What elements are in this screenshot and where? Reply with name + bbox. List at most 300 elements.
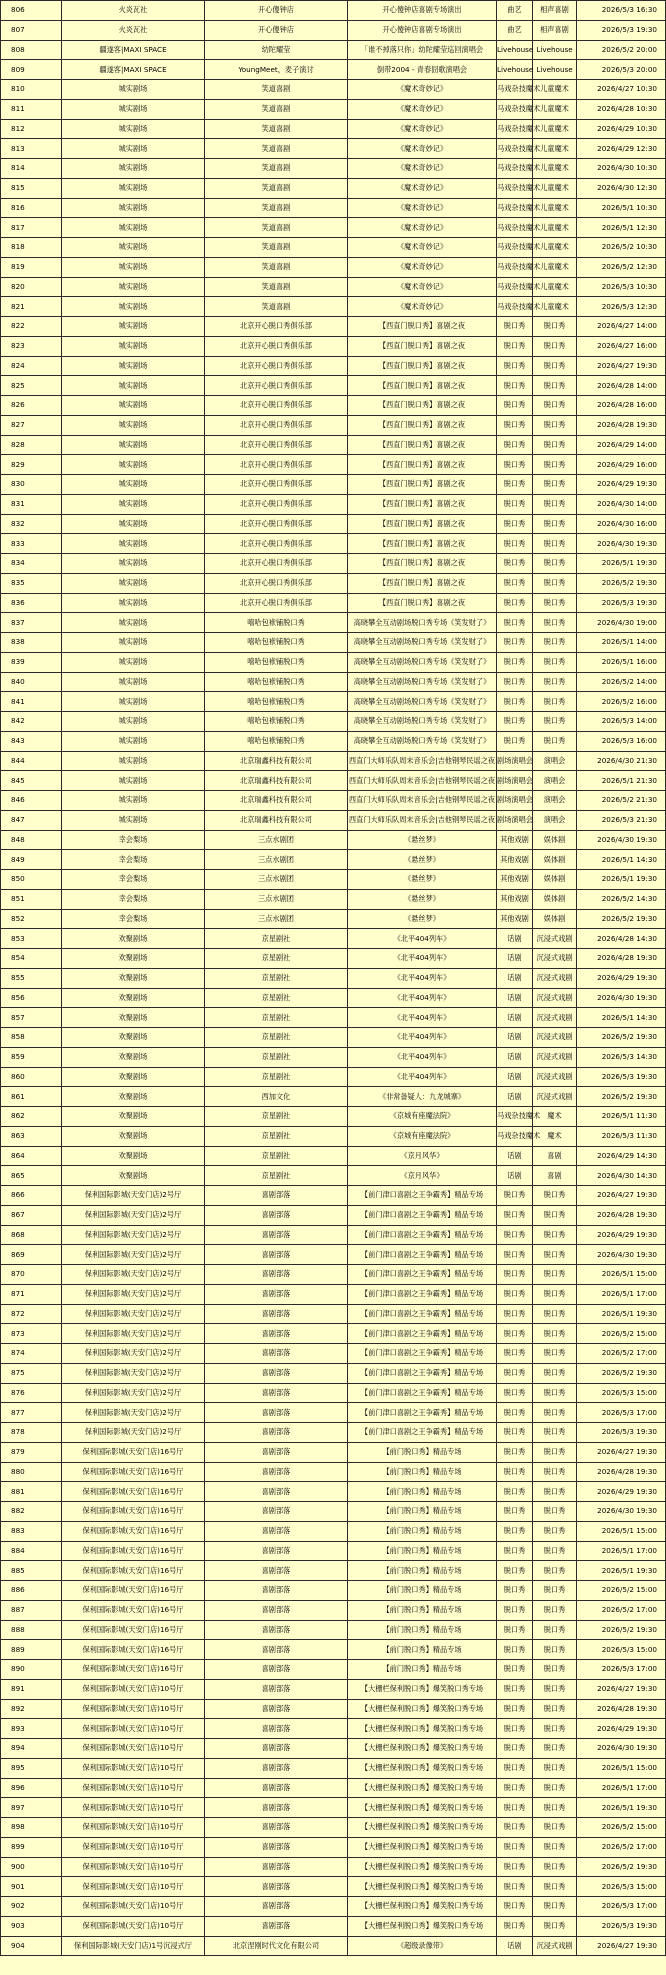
- subcategory-cell: 脱口秀: [533, 1205, 577, 1225]
- category-cell: 脱口秀: [497, 1442, 533, 1462]
- category-cell: 脱口秀: [497, 1600, 533, 1620]
- subcategory-cell: 脱口秀: [533, 1245, 577, 1265]
- organizer-cell: 喜剧部落: [205, 1640, 348, 1660]
- showtime-cell: 2026/5/1 17:00: [577, 1284, 666, 1304]
- subcategory-cell: 儿童魔术: [533, 218, 577, 238]
- showtime-cell: 2026/5/1 19:30: [577, 554, 666, 574]
- showtime-cell: 2026/5/1 21:30: [577, 771, 666, 791]
- show-title-cell: 《非常备疑人：九龙城寨》: [348, 1087, 497, 1107]
- category-cell: 脱口秀: [497, 1916, 533, 1936]
- organizer-cell: 喜剧部落: [205, 1521, 348, 1541]
- row-number-cell: 900: [1, 1857, 62, 1877]
- row-number-cell: 899: [1, 1837, 62, 1857]
- table-row: [1, 1561, 666, 1581]
- organizer-cell: 京星剧社: [205, 1008, 348, 1028]
- show-title-cell: 《魔术奇妙记》: [348, 277, 497, 297]
- venue-cell: 幸会梨场: [62, 830, 205, 850]
- row-number-cell: 840: [1, 672, 62, 692]
- showtime-cell: 2026/5/2 14:30: [577, 889, 666, 909]
- show-title-cell: 《悬丝梦》: [348, 870, 497, 890]
- table-row: [1, 850, 666, 870]
- showtime-cell: 2026/5/3 19:30: [577, 1423, 666, 1443]
- row-number-cell: 844: [1, 751, 62, 771]
- category-cell: 话剧: [497, 1166, 533, 1186]
- organizer-cell: 北京开心脱口秀俱乐部: [205, 534, 348, 554]
- row-number-cell: 868: [1, 1225, 62, 1245]
- showtime-cell: 2026/5/2 15:00: [577, 1818, 666, 1838]
- showtime-cell: 2026/5/1 12:30: [577, 218, 666, 238]
- venue-cell: 城实剧场: [62, 257, 205, 277]
- subcategory-cell: 脱口秀: [533, 633, 577, 653]
- show-title-cell: 【大栅栏保利脱口秀】爆笑脱口秀专场: [348, 1837, 497, 1857]
- category-cell: 脱口秀: [497, 573, 533, 593]
- venue-cell: 城实剧场: [62, 731, 205, 751]
- row-number-cell: 904: [1, 1936, 62, 1956]
- venue-cell: 保利国际影城(天安门店)16号厅: [62, 1502, 205, 1522]
- row-number-cell: 878: [1, 1423, 62, 1443]
- organizer-cell: 京星剧社: [205, 1107, 348, 1127]
- showtime-cell: 2026/5/2 12:30: [577, 257, 666, 277]
- category-cell: 脱口秀: [497, 672, 533, 692]
- showtime-cell: 2026/4/28 14:00: [577, 376, 666, 396]
- category-cell: 话剧: [497, 949, 533, 969]
- table-row: [1, 1936, 666, 1956]
- table-row: [1, 554, 666, 574]
- subcategory-cell: 脱口秀: [533, 1561, 577, 1581]
- category-cell: 脱口秀: [497, 1561, 533, 1581]
- showtime-cell: 2026/5/3 16:00: [577, 731, 666, 751]
- organizer-cell: 三点水剧团: [205, 870, 348, 890]
- table-row: [1, 1620, 666, 1640]
- show-title-cell: 《京城有座魔法院》: [348, 1126, 497, 1146]
- organizer-cell: 嘻哈包袱铺脱口秀: [205, 672, 348, 692]
- table-row: [1, 277, 666, 297]
- show-title-cell: 【前门津口喜剧之王争霸秀】精品专场: [348, 1324, 497, 1344]
- table-row: [1, 1660, 666, 1680]
- table-row: [1, 1699, 666, 1719]
- category-cell: 曲艺: [497, 20, 533, 40]
- showtime-cell: 2026/4/28 10:30: [577, 99, 666, 119]
- organizer-cell: 嘻哈包袱铺脱口秀: [205, 633, 348, 653]
- table-row: [1, 1521, 666, 1541]
- subcategory-cell: 脱口秀: [533, 1304, 577, 1324]
- venue-cell: 城实剧场: [62, 336, 205, 356]
- venue-cell: 保利国际影城(天安门店)16号厅: [62, 1620, 205, 1640]
- venue-cell: 保利国际影城(天安门店)10号厅: [62, 1857, 205, 1877]
- venue-cell: 城实剧场: [62, 238, 205, 258]
- organizer-cell: 喜剧部落: [205, 1245, 348, 1265]
- table-row: [1, 1304, 666, 1324]
- venue-cell: 保利国际影城(天安门店)10号厅: [62, 1818, 205, 1838]
- organizer-cell: 喜剧部落: [205, 1363, 348, 1383]
- organizer-cell: 喜剧部落: [205, 1818, 348, 1838]
- subcategory-cell: 沉浸式戏剧: [533, 949, 577, 969]
- table-row: [1, 1916, 666, 1936]
- table-row: [1, 1047, 666, 1067]
- table-row: [1, 751, 666, 771]
- row-number-cell: 862: [1, 1107, 62, 1127]
- show-title-cell: 《悬丝梦》: [348, 909, 497, 929]
- category-cell: 话剧: [497, 1087, 533, 1107]
- organizer-cell: 北京瑞鑫科技有限公司: [205, 771, 348, 791]
- table-row: [1, 1383, 666, 1403]
- showtime-cell: 2026/5/1 15:00: [577, 1521, 666, 1541]
- show-title-cell: 【大栅栏保利脱口秀】爆笑脱口秀专场: [348, 1897, 497, 1917]
- subcategory-cell: 沉浸式戏剧: [533, 988, 577, 1008]
- organizer-cell: 笑道喜剧: [205, 159, 348, 179]
- row-number-cell: 858: [1, 1028, 62, 1048]
- row-number-cell: 843: [1, 731, 62, 751]
- show-title-cell: 【大栅栏保利脱口秀】爆笑脱口秀专场: [348, 1679, 497, 1699]
- category-cell: 脱口秀: [497, 1877, 533, 1897]
- table-row: [1, 99, 666, 119]
- subcategory-cell: 脱口秀: [533, 534, 577, 554]
- show-title-cell: 「谁不掉落只你」幼陀耀莹巡回演唱会: [348, 40, 497, 60]
- subcategory-cell: 儿童魔术: [533, 80, 577, 100]
- subcategory-cell: 娱体剧: [533, 889, 577, 909]
- category-cell: 话剧: [497, 929, 533, 949]
- venue-cell: 城实剧场: [62, 692, 205, 712]
- venue-cell: 欢聚剧场: [62, 1126, 205, 1146]
- row-number-cell: 896: [1, 1778, 62, 1798]
- venue-cell: 保利国际影城(天安门店)16号厅: [62, 1521, 205, 1541]
- venue-cell: 保利国际影城(天安门店)10号厅: [62, 1877, 205, 1897]
- category-cell: 脱口秀: [497, 1502, 533, 1522]
- organizer-cell: 喜剧部落: [205, 1265, 348, 1285]
- showtime-cell: 2026/4/30 14:00: [577, 494, 666, 514]
- category-cell: 脱口秀: [497, 1581, 533, 1601]
- row-number-cell: 872: [1, 1304, 62, 1324]
- row-number-cell: 864: [1, 1146, 62, 1166]
- showtime-cell: 2026/5/3 19:30: [577, 20, 666, 40]
- venue-cell: 城实剧场: [62, 475, 205, 495]
- row-number-cell: 890: [1, 1660, 62, 1680]
- show-title-cell: 倒带2004 - 青春囧歌演唱会: [348, 60, 497, 80]
- row-number-cell: 856: [1, 988, 62, 1008]
- showtime-cell: 2026/5/2 19:30: [577, 1857, 666, 1877]
- subcategory-cell: 脱口秀: [533, 1541, 577, 1561]
- subcategory-cell: 脱口秀: [533, 317, 577, 337]
- subcategory-cell: 相声喜剧: [533, 20, 577, 40]
- venue-cell: 保利国际影城(天安门店)10号厅: [62, 1679, 205, 1699]
- table-row: [1, 1640, 666, 1660]
- table-row: [1, 810, 666, 830]
- subcategory-cell: 脱口秀: [533, 1620, 577, 1640]
- table-row: [1, 119, 666, 139]
- row-number-cell: 895: [1, 1758, 62, 1778]
- showtime-cell: 2026/4/29 19:30: [577, 1482, 666, 1502]
- table-row: [1, 139, 666, 159]
- row-number-cell: 814: [1, 159, 62, 179]
- show-title-cell: 《京月风华》: [348, 1146, 497, 1166]
- organizer-cell: 喜剧部落: [205, 1916, 348, 1936]
- showtime-cell: 2026/5/1 16:00: [577, 652, 666, 672]
- organizer-cell: 喜剧部落: [205, 1344, 348, 1364]
- showtime-cell: 2026/5/2 19:30: [577, 1087, 666, 1107]
- row-number-cell: 833: [1, 534, 62, 554]
- row-number-cell: 827: [1, 415, 62, 435]
- organizer-cell: 喜剧部落: [205, 1798, 348, 1818]
- category-cell: 话剧: [497, 988, 533, 1008]
- organizer-cell: 喜剧部落: [205, 1660, 348, 1680]
- row-number-cell: 901: [1, 1877, 62, 1897]
- table-row: [1, 40, 666, 60]
- showtime-cell: 2026/4/30 19:30: [577, 830, 666, 850]
- organizer-cell: 笑道喜剧: [205, 178, 348, 198]
- subcategory-cell: 脱口秀: [533, 435, 577, 455]
- category-cell: 马戏杂技魔术: [497, 238, 533, 258]
- venue-cell: 保利国际影城(天安门店)10号厅: [62, 1739, 205, 1759]
- category-cell: 其他戏剧: [497, 850, 533, 870]
- showtime-cell: 2026/5/3 15:00: [577, 1877, 666, 1897]
- table-row: [1, 1363, 666, 1383]
- show-title-cell: 《京月风华》: [348, 1166, 497, 1186]
- subcategory-cell: 演唱会: [533, 791, 577, 811]
- table-row: [1, 613, 666, 633]
- venue-cell: 城实剧场: [62, 317, 205, 337]
- showtime-cell: 2026/5/3 19:30: [577, 1916, 666, 1936]
- row-number-cell: 828: [1, 435, 62, 455]
- showtime-cell: 2026/4/28 19:30: [577, 1205, 666, 1225]
- show-title-cell: 《北平404列车》: [348, 988, 497, 1008]
- organizer-cell: 北京瑞鑫科技有限公司: [205, 751, 348, 771]
- subcategory-cell: 儿童魔术: [533, 198, 577, 218]
- showtime-cell: 2026/5/3 14:00: [577, 712, 666, 732]
- table-row: [1, 1403, 666, 1423]
- organizer-cell: 嘻哈包袱铺脱口秀: [205, 692, 348, 712]
- table-row: [1, 593, 666, 613]
- table-row: [1, 218, 666, 238]
- category-cell: 脱口秀: [497, 1541, 533, 1561]
- show-title-cell: 高晓攀全互动剧场脱口秀专场《笑发财了》: [348, 672, 497, 692]
- table-row: [1, 1126, 666, 1146]
- venue-cell: 保利国际影城(天安门店)2号厅: [62, 1383, 205, 1403]
- show-title-cell: 【前门脱口秀】精品专场: [348, 1640, 497, 1660]
- category-cell: 脱口秀: [497, 613, 533, 633]
- category-cell: 脱口秀: [497, 534, 533, 554]
- table-row: [1, 771, 666, 791]
- subcategory-cell: 儿童魔术: [533, 139, 577, 159]
- category-cell: 脱口秀: [497, 494, 533, 514]
- showtime-cell: 2026/4/27 19:30: [577, 1186, 666, 1206]
- showtime-cell: 2026/5/3 15:00: [577, 1640, 666, 1660]
- category-cell: 脱口秀: [497, 475, 533, 495]
- showtime-cell: 2026/4/29 19:30: [577, 968, 666, 988]
- subcategory-cell: 儿童魔术: [533, 297, 577, 317]
- organizer-cell: 笑道喜剧: [205, 139, 348, 159]
- table-row: [1, 909, 666, 929]
- category-cell: 马戏杂技魔术: [497, 1126, 533, 1146]
- subcategory-cell: 脱口秀: [533, 1897, 577, 1917]
- category-cell: 马戏杂技魔术: [497, 99, 533, 119]
- showtime-cell: 2026/5/1 14:30: [577, 1008, 666, 1028]
- showtime-cell: 2026/5/1 15:00: [577, 1265, 666, 1285]
- row-number-cell: 891: [1, 1679, 62, 1699]
- category-cell: 脱口秀: [497, 1383, 533, 1403]
- showtime-cell: 2026/4/28 14:30: [577, 929, 666, 949]
- showtime-cell: 2026/5/1 17:00: [577, 1778, 666, 1798]
- organizer-cell: 喜剧部落: [205, 1423, 348, 1443]
- subcategory-cell: 脱口秀: [533, 494, 577, 514]
- row-number-cell: 871: [1, 1284, 62, 1304]
- category-cell: 脱口秀: [497, 415, 533, 435]
- table-row: [1, 1028, 666, 1048]
- organizer-cell: 笑道喜剧: [205, 238, 348, 258]
- organizer-cell: 北京开心脱口秀俱乐部: [205, 376, 348, 396]
- category-cell: 脱口秀: [497, 1857, 533, 1877]
- show-title-cell: 《北平404列车》: [348, 1047, 497, 1067]
- category-cell: 脱口秀: [497, 1363, 533, 1383]
- category-cell: 话剧: [497, 1008, 533, 1028]
- organizer-cell: 京星剧社: [205, 988, 348, 1008]
- showtime-cell: 2026/4/27 16:00: [577, 336, 666, 356]
- table-row: [1, 1008, 666, 1028]
- showtime-cell: 2026/5/1 14:30: [577, 850, 666, 870]
- show-title-cell: 《北平404列车》: [348, 929, 497, 949]
- organizer-cell: 京星剧社: [205, 1146, 348, 1166]
- table-row: [1, 1502, 666, 1522]
- show-title-cell: 【前门脱口秀】精品专场: [348, 1660, 497, 1680]
- category-cell: 脱口秀: [497, 1245, 533, 1265]
- show-title-cell: 《魔术奇妙记》: [348, 198, 497, 218]
- showtime-cell: 2026/4/29 12:30: [577, 139, 666, 159]
- table-row: [1, 1679, 666, 1699]
- organizer-cell: 京星剧社: [205, 1166, 348, 1186]
- venue-cell: 城实剧场: [62, 593, 205, 613]
- organizer-cell: 北京开心脱口秀俱乐部: [205, 554, 348, 574]
- venue-cell: 城实剧场: [62, 712, 205, 732]
- category-cell: 脱口秀: [497, 1462, 533, 1482]
- subcategory-cell: 脱口秀: [533, 1739, 577, 1759]
- showtime-cell: 2026/4/27 19:30: [577, 1936, 666, 1956]
- row-number-cell: 812: [1, 119, 62, 139]
- subcategory-cell: 脱口秀: [533, 396, 577, 416]
- row-number-cell: 832: [1, 514, 62, 534]
- venue-cell: 城实剧场: [62, 119, 205, 139]
- category-cell: 脱口秀: [497, 1837, 533, 1857]
- subcategory-cell: 脱口秀: [533, 1581, 577, 1601]
- venue-cell: 保利国际影城(天安门店)2号厅: [62, 1423, 205, 1443]
- category-cell: 脱口秀: [497, 376, 533, 396]
- showtime-cell: 2026/5/2 17:00: [577, 1344, 666, 1364]
- row-number-cell: 880: [1, 1462, 62, 1482]
- show-title-cell: 【西直门脱口秀】喜剧之夜: [348, 573, 497, 593]
- organizer-cell: 北京开心脱口秀俱乐部: [205, 514, 348, 534]
- table-row: [1, 1324, 666, 1344]
- subcategory-cell: 儿童魔术: [533, 257, 577, 277]
- table-row: [1, 1166, 666, 1186]
- table-row: [1, 830, 666, 850]
- showtime-cell: 2026/5/2 15:00: [577, 1581, 666, 1601]
- category-cell: 话剧: [497, 1047, 533, 1067]
- show-title-cell: 【大栅栏保利脱口秀】爆笑脱口秀专场: [348, 1818, 497, 1838]
- showtime-cell: 2026/4/29 19:30: [577, 475, 666, 495]
- show-title-cell: 【前门津口喜剧之王争霸秀】精品专场: [348, 1265, 497, 1285]
- category-cell: 其他戏剧: [497, 870, 533, 890]
- category-cell: 剧场演唱会: [497, 771, 533, 791]
- row-number-cell: 855: [1, 968, 62, 988]
- category-cell: 脱口秀: [497, 356, 533, 376]
- subcategory-cell: 儿童魔术: [533, 99, 577, 119]
- venue-cell: 城实剧场: [62, 455, 205, 475]
- subcategory-cell: 脱口秀: [533, 1857, 577, 1877]
- table-row: [1, 1482, 666, 1502]
- showtime-cell: 2026/5/1 14:00: [577, 633, 666, 653]
- subcategory-cell: 脱口秀: [533, 475, 577, 495]
- row-number-cell: 823: [1, 336, 62, 356]
- show-title-cell: 《魔术奇妙记》: [348, 178, 497, 198]
- category-cell: 脱口秀: [497, 1679, 533, 1699]
- category-cell: 脱口秀: [497, 1284, 533, 1304]
- table-row: [1, 988, 666, 1008]
- category-cell: 脱口秀: [497, 1186, 533, 1206]
- organizer-cell: 幼陀耀莹: [205, 40, 348, 60]
- showtime-cell: 2026/4/27 10:30: [577, 80, 666, 100]
- category-cell: 话剧: [497, 1936, 533, 1956]
- show-title-cell: 【前门津口喜剧之王争霸秀】精品专场: [348, 1363, 497, 1383]
- showtime-cell: 2026/5/1 15:00: [577, 1758, 666, 1778]
- showtime-cell: 2026/4/29 14:30: [577, 1146, 666, 1166]
- table-row: [1, 1423, 666, 1443]
- row-number-cell: 885: [1, 1561, 62, 1581]
- table-row: [1, 435, 666, 455]
- venue-cell: 欢聚剧场: [62, 988, 205, 1008]
- row-number-cell: 865: [1, 1166, 62, 1186]
- show-title-cell: 高晓攀全互动剧场脱口秀专场《笑发财了》: [348, 692, 497, 712]
- show-title-cell: 【西直门脱口秀】喜剧之夜: [348, 356, 497, 376]
- category-cell: 马戏杂技魔术: [497, 178, 533, 198]
- subcategory-cell: 脱口秀: [533, 1916, 577, 1936]
- table-row: [1, 672, 666, 692]
- venue-cell: 欢聚剧场: [62, 1008, 205, 1028]
- row-number-cell: 831: [1, 494, 62, 514]
- showtime-cell: 2026/5/2 20:00: [577, 40, 666, 60]
- subcategory-cell: 脱口秀: [533, 1719, 577, 1739]
- venue-cell: 保利国际影城(天安门店)2号厅: [62, 1304, 205, 1324]
- subcategory-cell: 沉浸式戏剧: [533, 1008, 577, 1028]
- show-title-cell: 【西直门脱口秀】喜剧之夜: [348, 336, 497, 356]
- show-title-cell: 【西直门脱口秀】喜剧之夜: [348, 534, 497, 554]
- venue-cell: 火炎瓦社: [62, 20, 205, 40]
- show-title-cell: 【大栅栏保利脱口秀】爆笑脱口秀专场: [348, 1739, 497, 1759]
- category-cell: 脱口秀: [497, 554, 533, 574]
- venue-cell: 城实剧场: [62, 396, 205, 416]
- subcategory-cell: 脱口秀: [533, 1758, 577, 1778]
- organizer-cell: 开心傻钟店: [205, 20, 348, 40]
- subcategory-cell: 脱口秀: [533, 1699, 577, 1719]
- show-title-cell: 《悬丝梦》: [348, 850, 497, 870]
- venue-cell: 城实剧场: [62, 652, 205, 672]
- showtime-cell: 2026/5/3 14:30: [577, 1047, 666, 1067]
- organizer-cell: 京星剧社: [205, 949, 348, 969]
- organizer-cell: 三点水剧团: [205, 850, 348, 870]
- venue-cell: 保利国际影城(天安门店)2号厅: [62, 1205, 205, 1225]
- category-cell: 脱口秀: [497, 712, 533, 732]
- row-number-cell: 888: [1, 1620, 62, 1640]
- table-row: [1, 791, 666, 811]
- subcategory-cell: 沉浸式戏剧: [533, 1028, 577, 1048]
- showtime-cell: 2026/4/27 19:30: [577, 1442, 666, 1462]
- showtime-cell: 2026/4/29 14:00: [577, 435, 666, 455]
- row-number-cell: 893: [1, 1719, 62, 1739]
- venue-cell: 城实剧场: [62, 633, 205, 653]
- venue-cell: 城实剧场: [62, 771, 205, 791]
- organizer-cell: 喜剧部落: [205, 1739, 348, 1759]
- row-number-cell: 816: [1, 198, 62, 218]
- table-row: [1, 968, 666, 988]
- subcategory-cell: 喜剧: [533, 1166, 577, 1186]
- category-cell: 脱口秀: [497, 1778, 533, 1798]
